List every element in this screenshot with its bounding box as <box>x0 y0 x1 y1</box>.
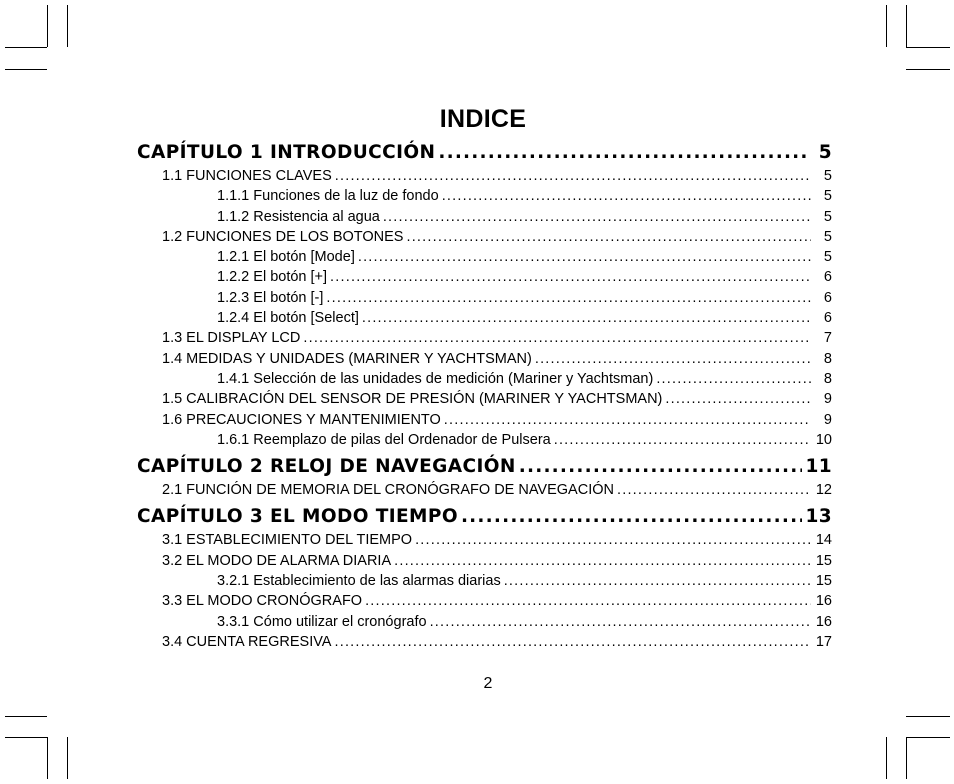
toc-label: 1.6.1 Reemplazo de pilas del Ordenador de Pulsera <box>217 431 551 448</box>
crop-mark <box>906 5 907 47</box>
toc-label: 1.4.1 Selección de las unidades de medición (Mariner y Yachtsman) <box>217 370 654 387</box>
dot-leader <box>406 229 811 245</box>
dot-leader <box>617 482 811 498</box>
toc-chapter-3[interactable] <box>137 506 832 532</box>
crop-mark <box>906 737 950 738</box>
crop-mark <box>67 737 68 779</box>
toc-section[interactable] <box>137 532 832 552</box>
dot-leader <box>442 188 811 204</box>
toc-page: 6 <box>823 289 832 306</box>
toc-page: 8 <box>823 350 832 367</box>
toc-subsection[interactable] <box>137 290 832 310</box>
dot-leader <box>430 614 811 630</box>
crop-mark <box>5 69 47 70</box>
toc-label: 1.4 MEDIDAS Y UNIDADES (MARINER Y YACHTSMAN) <box>162 350 532 367</box>
toc-page: 6 <box>823 310 832 327</box>
crop-mark <box>906 716 950 717</box>
toc-section[interactable] <box>137 351 832 371</box>
dot-leader <box>438 142 807 163</box>
toc-label: 1.5 CALIBRACIÓN DEL SENSOR DE PRESIÓN (MARINER Y YACHTSMAN) <box>162 391 663 408</box>
toc-page: 14 <box>815 532 832 549</box>
toc-page: 5 <box>823 228 832 245</box>
toc-label: 1.2 FUNCIONES DE LOS BOTONES <box>162 228 404 245</box>
toc-page: 9 <box>823 411 832 428</box>
dot-leader <box>303 330 811 346</box>
toc-page: 5 <box>823 168 832 184</box>
crop-mark <box>886 737 887 779</box>
toc-page: 13 <box>805 506 832 528</box>
toc-page: 16 <box>815 593 832 610</box>
dot-leader <box>656 371 811 387</box>
toc-subsection[interactable] <box>137 614 832 634</box>
toc-section[interactable] <box>137 330 832 350</box>
toc-section[interactable] <box>137 168 832 188</box>
dot-leader <box>365 593 811 609</box>
toc-label: 3.3.1 Cómo utilizar el cronógrafo <box>217 613 427 630</box>
toc-subsection[interactable] <box>137 188 832 208</box>
toc-page: 12 <box>815 482 832 499</box>
toc-section[interactable] <box>137 482 832 502</box>
dot-leader <box>535 351 811 367</box>
dot-leader <box>554 432 811 448</box>
toc-subsection[interactable] <box>137 573 832 593</box>
toc-section[interactable] <box>137 553 832 573</box>
toc-label: 3.3 EL MODO CRONÓGRAFO <box>162 593 363 610</box>
dot-leader <box>334 634 811 650</box>
crop-mark <box>5 47 47 48</box>
toc-section[interactable] <box>137 229 832 249</box>
dot-leader <box>665 391 811 407</box>
toc-section[interactable] <box>137 412 832 432</box>
toc-page: 15 <box>815 573 832 590</box>
toc-chapter-2[interactable] <box>137 456 832 482</box>
dot-leader <box>519 456 803 477</box>
crop-mark <box>47 5 48 47</box>
toc-page: 16 <box>815 613 832 630</box>
toc-section[interactable] <box>137 593 832 613</box>
toc-page: 15 <box>815 552 832 569</box>
dot-leader <box>358 249 811 265</box>
toc-page: 8 <box>823 370 832 387</box>
crop-mark <box>886 5 887 47</box>
toc-label: 1.1.2 Resistencia al agua <box>217 208 380 225</box>
dot-leader <box>444 412 811 428</box>
crop-mark <box>5 716 47 717</box>
crop-mark <box>47 737 48 779</box>
dot-leader <box>383 209 811 225</box>
toc-subsection[interactable] <box>137 269 832 289</box>
page-title: INDICE <box>439 105 527 133</box>
toc-label: CAPÍTULO 2 RELOJ DE NAVEGACIÓN <box>137 456 516 478</box>
toc-label: 2.1 FUNCIÓN DE MEMORIA DEL CRONÓGRAFO DE NAVEGACIÓN <box>162 482 614 499</box>
toc-page: 5 <box>823 249 832 266</box>
toc-page: 6 <box>823 269 832 286</box>
toc-subsection[interactable] <box>137 371 832 391</box>
crop-mark <box>906 737 907 779</box>
toc-section[interactable] <box>137 634 832 654</box>
toc-page: 9 <box>823 391 832 408</box>
dot-leader <box>362 310 811 326</box>
toc-label: 1.2.2 El botón [+] <box>217 269 328 286</box>
toc-chapter-1[interactable] <box>137 142 832 168</box>
toc-label: 1.6 PRECAUCIONES Y MANTENIMIENTO <box>162 411 441 428</box>
toc-subsection[interactable] <box>137 432 832 452</box>
toc-label: CAPÍTULO 3 EL MODO TIEMPO <box>137 506 458 528</box>
toc-label: 3.4 CUENTA REGRESIVA <box>162 633 332 650</box>
toc-page: 11 <box>805 456 832 478</box>
dot-leader <box>504 573 811 589</box>
toc-label: 1.2.3 El botón [-] <box>217 289 324 306</box>
toc-label: 1.1.1 Funciones de la luz de fondo <box>217 188 439 205</box>
toc-subsection[interactable] <box>137 310 832 330</box>
page-number: 2 <box>483 675 493 692</box>
crop-mark <box>906 69 950 70</box>
toc-page: 17 <box>815 633 832 650</box>
toc-page: 5 <box>818 142 832 163</box>
toc-page: 7 <box>823 330 832 347</box>
toc-label: 1.2.1 El botón [Mode] <box>217 249 355 266</box>
dot-leader <box>394 553 811 569</box>
toc-label: 1.2.4 El botón [Select] <box>217 310 359 327</box>
toc-subsection[interactable] <box>137 209 832 229</box>
toc-subsection[interactable] <box>137 249 832 269</box>
toc-page: 5 <box>823 188 832 205</box>
dot-leader <box>461 506 803 527</box>
crop-mark <box>67 5 68 47</box>
crop-mark <box>906 47 950 48</box>
toc-page: 5 <box>823 208 832 225</box>
toc-label: 1.1 FUNCIONES CLAVES <box>162 168 332 184</box>
crop-mark <box>5 737 47 738</box>
toc-section[interactable] <box>137 391 832 411</box>
dot-leader <box>326 290 811 306</box>
toc-label: 3.2 EL MODO DE ALARMA DIARIA <box>162 552 392 569</box>
table-of-contents <box>137 142 832 654</box>
toc-label: CAPÍTULO 1 INTRODUCCIÓN <box>137 142 436 163</box>
toc-label: 3.1 ESTABLECIMIENTO DEL TIEMPO <box>162 532 413 549</box>
dot-leader <box>330 269 811 285</box>
toc-page: 10 <box>815 431 832 448</box>
dot-leader <box>415 532 811 548</box>
toc-label: 1.3 EL DISPLAY LCD <box>162 330 301 347</box>
dot-leader <box>335 168 811 184</box>
toc-label: 3.2.1 Establecimiento de las alarmas diarias <box>217 573 501 590</box>
